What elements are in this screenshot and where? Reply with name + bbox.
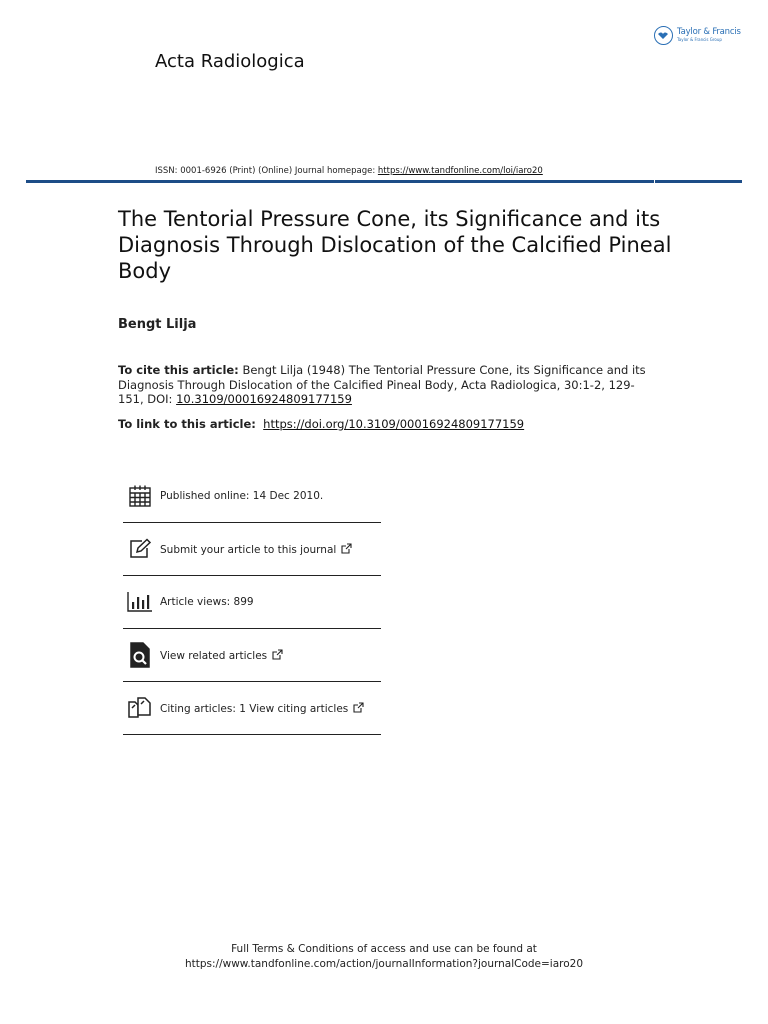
article-title: The Tentorial Pressure Cone, its Significance and its Diagnosis Through Dislocation of the Calcified Pineal Body — [118, 207, 672, 283]
edit-icon — [127, 536, 153, 562]
external-link-icon — [353, 702, 364, 713]
footer-terms-link[interactable]: https://www.tandfonline.com/action/journalInformation?journalCode=iaro20 — [184, 958, 584, 970]
citing-documents-icon — [127, 695, 153, 721]
external-link-icon — [341, 543, 352, 554]
issn-text: ISSN: 0001-6926 (Print) (Online) Journal homepage: — [155, 166, 378, 176]
published-online-label: Published online: 14 Dec 2010. — [160, 490, 324, 502]
article-author: Bengt Lilja — [118, 317, 197, 332]
article-info-list — [123, 470, 381, 735]
article-views-row — [123, 576, 381, 629]
related-articles-row[interactable] — [123, 629, 381, 682]
citation-text: Bengt Lilja (1948) The Tentorial Pressure Cone, its Significance and its Diagnosis Through Dislocation of the Calcified Pineal Body, Acta Radiologica, 30:1-2, 129-151, DOI: — [118, 363, 646, 406]
article-views-label: Article views: 899 — [160, 596, 254, 608]
header-divider — [26, 180, 742, 183]
issn-line — [155, 166, 543, 176]
related-articles-link[interactable]: View related articles — [160, 649, 283, 662]
footer-terms-text: Full Terms & Conditions of access and use can be found at — [231, 943, 537, 955]
journal-homepage-link[interactable]: https://www.tandfonline.com/loi/iaro20 — [377, 166, 543, 176]
submit-article-link[interactable]: Submit your article to this journal — [160, 543, 352, 556]
article-link-block — [118, 417, 678, 431]
article-doi-link[interactable]: https://doi.org/10.3109/00016924809177159 — [263, 417, 525, 431]
citation-block — [118, 363, 658, 407]
submit-article-row[interactable] — [123, 523, 381, 576]
published-online-row — [123, 470, 381, 523]
external-link-icon — [272, 649, 283, 660]
link-label: To link to this article: — [118, 417, 256, 431]
calendar-icon — [127, 483, 153, 509]
citation-label: To cite this article: — [118, 363, 239, 377]
bar-chart-icon — [127, 589, 153, 615]
search-document-icon — [127, 642, 153, 668]
publisher-logo — [654, 22, 746, 48]
publisher-logo-icon — [654, 26, 673, 45]
publisher-name: Taylor & Francis — [677, 27, 741, 38]
terms-footer — [0, 942, 768, 972]
journal-title: Acta Radiologica — [155, 51, 305, 72]
citing-articles-link[interactable]: Citing articles: 1 View citing articles — [160, 702, 364, 715]
citation-doi-link[interactable]: 10.3109/00016924809177159 — [176, 392, 352, 406]
citing-articles-row[interactable] — [123, 682, 381, 735]
publisher-group: Taylor & Francis Group — [677, 36, 722, 42]
